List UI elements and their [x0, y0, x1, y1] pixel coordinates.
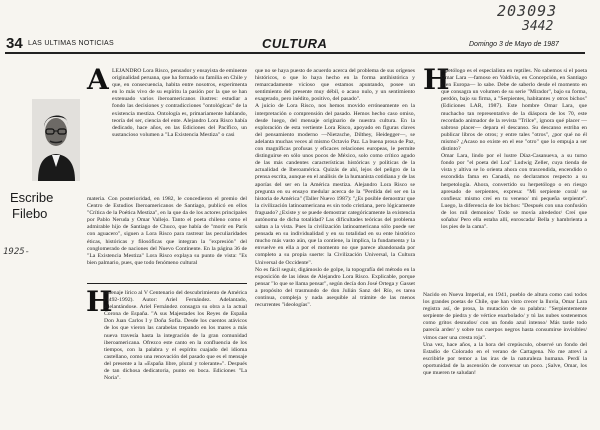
archive-year-note: 1925-	[3, 247, 31, 257]
column-1-mid-text: materia. Con posterioridad, en 1982, le concedieron el premio del Centro de Estudios Iberoamericanos de Santiago, publicó en ellos "Crítica de la Poética Mestiza", en la que da de los actores principales por Pablo Neruda y Omar Vallejo. Tanto el poeta chileno como el admirable hijo de Santiago de Chuco, que había de "morir en París con aguacero", siguen a Lora Risco para rastrear las peculiaridades éticas, históricas y filosóficas que integran la "expresión" del conglomerado de naciones del Nuevo Continente. En la página 36 de "La Existencia Mestiza" Lora Risco explaya su punto de vista: "Es bien palmario, pues, que todo fenómeno cultural	[87, 196, 247, 266]
issue-date: Domingo 3 de Mayo de 1987	[469, 41, 559, 48]
portrait-image	[32, 99, 80, 181]
header-rule	[5, 52, 585, 54]
column-1-bottom-text: omenaje lírico al V Centenario del descubrimiento de América (1492-1992). Autor: Ariel Fernández. Adelantado, adelantándose. Ariel Fernández consagra su obra a la actual Corona de España. "A sus Majestades los Reyes de España Don Juan Carlos I y Doña Sofía. Desde los cuentos atávicos de los que vieron las carabelas trepando en los mares a más nueva travesía hasta la integración de la gran comunidad iberoamericana. Ofrezco este canto en la confluencia de los tiempos, con la palabra y el espíritu cuajado del idioma castellano, como una renovación del pasado que es el mensaje del presente a la «España libre, plural y tolerante»". Después de tan dichosa dedicatoria, punto en boca. Ediciones "La Noria".	[104, 290, 247, 382]
dropcap-h-second: H	[423, 63, 450, 96]
byline-author: Filebo	[12, 206, 48, 221]
column-1-top-text: LEJANDRO Lora Risco, pensador y ensayista de eminente originalidad peruana, que ha formado su familia en Chile y que, en consecuencia, habita entre nosotros, experimenta en lo más vivo de su espíritu la pasión por la que se han extenuado varios iberoamericanos ilustres: estudiar a fondo las decisiones y contradicciones "ontológicas" de la existencia mestiza. Ontología es, primariamente hablando, teoría del ser, ciencia del ente. Alejandro Lora Risco había dedicado, hace años, en las Ediciones del Pacífico, un sustancioso volumen a "La Existencia Mestiza" o casi	[112, 68, 247, 138]
dropcap-h-first: H	[86, 285, 113, 318]
section-title: CULTURA	[262, 36, 328, 51]
column-2-text: que no se haya puesto de acuerdo acerca del problema de sus orígenes históricos, o que lo haya hecho en la forma antihistórica y remarcadamente vicioso que estamos apuntando, posee un sentimiento del presente muy débil, o acaso nulo, y un sentimiento exagerado, pero inédito, positivo, del pasado". A juicio de Lora Risco, nos hemos movido erróneamente en la interpretación o comprensión del pasado. Hemos hecho caso omiso, desde luego, del mensaje originario de nuestra cultura. En la exploración de esta vertiente Lora Risco, apoyado en figuras claves del pensamiento moderno —Nietzsche, Dilthey, Heidegger—, se adelanta muchas veces al mismo Octavio Paz. La buena prosa de Paz, con magníficas profusas y eficaces relaciones europeas, le permite distinguirse en sólo unos pocos de México, solo como crítico agudo de las más candentes características históricas y políticas de la actualidad de Iberoamérica. Quizás de ahí, lejos del peligro de la prensa escrita, aunque en el análisis de la humanista cotidiana y de las aporías del ser en la América mestiza. Alejandro Lora Risco se pregunta en su ensayo medular acerca de la "Perdida del ser en la historia de América" (Taller Nuevo 1987): "¿Es posible demostrar que la civilización latinoamericana es sin todo cristiana, pero lógicamente fraguado? ¿Existe y se puede demostrar categóricamente la existencia autónoma de dicha totalidad? Las dificultades teóricas del problema saltan a la vista. Pues la civilización latinoamericana sólo puede ser pensada en su individualidad y en su totalidad en su ente histórico mucho más vasto aún, que la contiene, la implica, la fundamenta y la envuelve en ella a por el momento no que parece abandonada por completo a su propia suerte: la Civilización Universal, la Cultura Universal de Occidente". No es fácil seguir, digámoslo de golpe, la topografía del método en la exposición de las ideas de Alejandro Lora Risco. Explicable, porque pensar "lo que se llama pensar", según decía don José Ortega y Gasset a propósito del trasmundo de don Julián Sanz del Río, es tarea continua, compleja y nada asequible al trámite de las menos recurrentes "ideologías".	[255, 68, 415, 309]
archive-subnumber: 3442	[522, 19, 554, 34]
byline-label: Escribe	[10, 190, 54, 205]
column-1-divider	[87, 283, 247, 284]
page-number: 34	[6, 35, 23, 52]
publication-name: LAS ULTIMAS NOTICIAS	[28, 40, 114, 47]
column-3-top-text: erpetólogo es el especialista en reptiles. No sabemos si el poeta Omar Lara —famoso en Valdivia, en Concepción, en Santiago y en Europa— lo sabe. Debe de saberlo desde el momento en que consagra un volumen de su serie "Mirador", bajo su forma, perdón, bajo su firma, a "Serpientes, habitantes y otros bichos" (Ediciones LAR, 1987). Este hombre Omar Lara, que muchacho tan representativo de la diáspora de los 70, este recordado animador de la revista "Trilce", ignora qué placer —sabroso placer— depara el descanso. Su descanso estriba en publicar libros de otros; y entre tales "otros", ¿por qué no él mismo? ¿Acaso no existe en el ese "otro" que lo empuja a ser distinto? Omar Lara, lindo por el lustre Díaz-Casanueva, a su turno fondo por "el poeta del Loa" Ludwig Zeller, cuya tienda de vista y altiva se lo orienta ahora con trascendida, encendido o escondida fama en Canadá, no declaramos respecto a su herpetología. Ahora, convertido su herpetólogo o en riesgo apresado de serpientes, expresa: "Mi serpiente coral/ se confiesa: mismo creí en tu veneno/ mi pequeña serpiente". Luego, la diferencia de los bichos: "Después con una confusión de los mil demonios/ Todo se movía alrededor/ Creí que soñaba/ Pero ella estaba allí, enroscada/ Bella y hambrienta a los pies de la cama".	[441, 68, 587, 231]
column-3-bottom-text: Nacido en Nueva Imperial, en 1941, pueblo de altura como casi todos los grandes poetas de Chile, que han visto crecer la lluvia, Omar Lara registra así, de prosa, la mutación de su palabra: "Serpientemente serpiente de piedra y de vértice enarbolado/ y tú las nubes sostenemos como gritos desnudos/ con un fondo azul intenso/ Más tarde todo parecía arder/ y sobre tus cuerpos negros hasta consumirse invisibles/ vimos caer una cresta roja". Una vez, hace años, a la hora del crepúsculo, observé un fondo del Estadio de Colorado en el verano de Cartagena. No me atreví a escribirle por temor a las iras de la naturaleza humana. Perdí la oportunidad de la ascensión de conversar un poco. ¡Salve, Omar, los que mueren te saludan!	[423, 292, 587, 377]
archive-number: 203093	[497, 2, 558, 20]
author-photo	[32, 99, 80, 181]
dropcap-a: A	[87, 63, 109, 96]
